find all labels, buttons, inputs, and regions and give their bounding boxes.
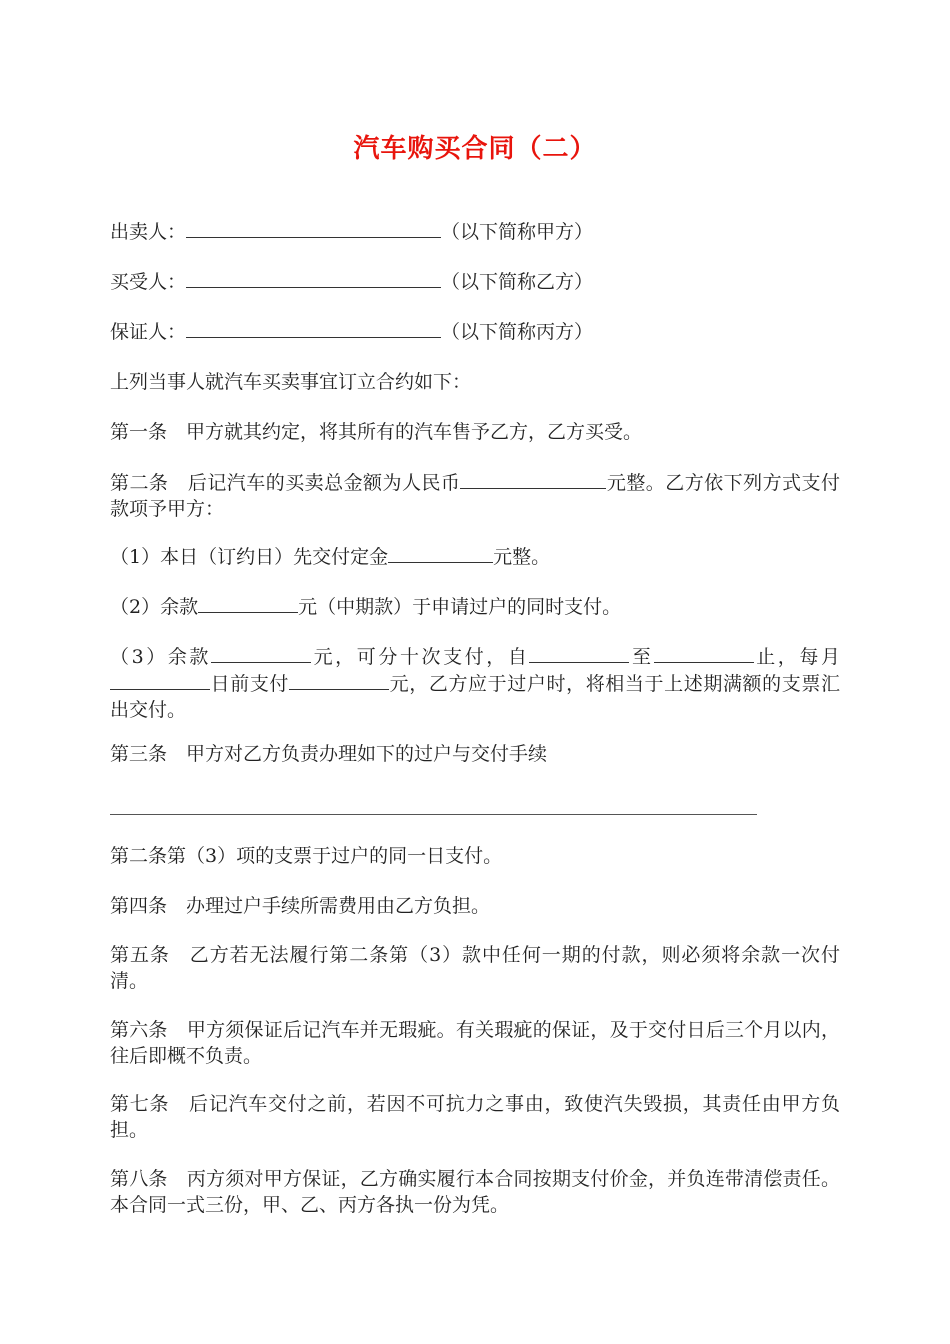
payment-item-1 (110, 543, 840, 570)
article-1: 第一条 甲方就其约定，将其所有的汽车售予乙方，乙方买受。 (110, 421, 643, 443)
document-title: 汽车购买合同（二） (353, 134, 597, 164)
payment-item-2-part-a: （2）余款 (110, 596, 199, 618)
balance-amount-blank[interactable] (211, 643, 311, 663)
article-5: 第五条 乙方若无法履行第二条第（3）款中任何一期的付款，则必须将余款一次付清。 (110, 944, 840, 992)
party-guarantor-line (110, 318, 840, 345)
article-3-fill-line[interactable] (110, 814, 757, 815)
payment-item-2-part-b: 元（中期款）于申请过户的同时支付。 (298, 596, 622, 618)
payment-item-3-part-b: 元，可分十次支付，自 (311, 646, 530, 668)
party-seller-label: 出卖人： (110, 221, 187, 243)
party-buyer-blank[interactable] (186, 268, 441, 288)
article-6: 第六条 甲方须保证后记汽车并无瑕疵。有关瑕疵的保证，及于交付日后三个月以内，往后即概不负责。 (110, 1019, 840, 1067)
article-2-part-a: 第二条 后记汽车的买卖总金额为人民币 (110, 472, 461, 494)
payment-item-3 (110, 643, 840, 723)
payment-item-3-part-e: 日前支付 (210, 673, 290, 695)
payment-item-3-part-a: （3）余款 (110, 646, 212, 668)
monthly-amount-blank[interactable] (289, 670, 389, 690)
payment-item-3-part-c: 至 (629, 646, 654, 668)
party-buyer-suffix: （以下简称乙方） (441, 271, 594, 293)
end-date-blank[interactable] (654, 643, 754, 663)
party-seller-blank[interactable] (186, 218, 441, 238)
party-guarantor-suffix: （以下简称丙方） (441, 321, 594, 343)
start-date-blank[interactable] (529, 643, 629, 663)
party-buyer-line (110, 268, 840, 295)
article-2 (110, 469, 840, 522)
monthly-day-blank[interactable] (110, 670, 210, 690)
party-guarantor-label: 保证人： (110, 321, 187, 343)
party-guarantor-blank[interactable] (186, 318, 441, 338)
deposit-blank[interactable] (388, 543, 493, 563)
payment-item-3-part-f: 元，乙方应于过户时，将相当于上述期满额的支票汇出交付。 (110, 673, 840, 721)
payment-item-3-part-d: 止，每月 (753, 646, 840, 668)
party-seller-line (110, 218, 840, 245)
intro-text: 上列当事人就汽车买卖事宜订立合约如下： (110, 371, 472, 393)
article-8: 第八条 丙方须对甲方保证，乙方确实履行本合同按期支付价金，并负连带清偿责任。本合同一式三份，甲、乙、丙方各执一份为凭。 (110, 1168, 840, 1216)
article-7: 第七条 后记汽车交付之前，若因不可抗力之事由，致使汽失毁损，其责任由甲方负担。 (110, 1093, 840, 1141)
article-2-part-b: 元整。乙方依下列方式支付款项予甲方： (110, 472, 840, 520)
payment-item-1-part-b: 元整。 (493, 546, 551, 568)
article-3-continued: 第二条第（3）项的支票于过户的同一日支付。 (110, 845, 503, 867)
payment-item-1-part-a: （1）本日（订约日）先交付定金 (110, 546, 389, 568)
article-3: 第三条 甲方对乙方负责办理如下的过户与交付手续 (110, 743, 548, 765)
party-buyer-label: 买受人： (110, 271, 187, 293)
party-seller-suffix: （以下简称甲方） (441, 221, 594, 243)
total-amount-blank[interactable] (460, 469, 606, 489)
interim-amount-blank[interactable] (198, 593, 298, 613)
payment-item-2 (110, 593, 840, 620)
article-4: 第四条 办理过户手续所需费用由乙方负担。 (110, 895, 491, 917)
